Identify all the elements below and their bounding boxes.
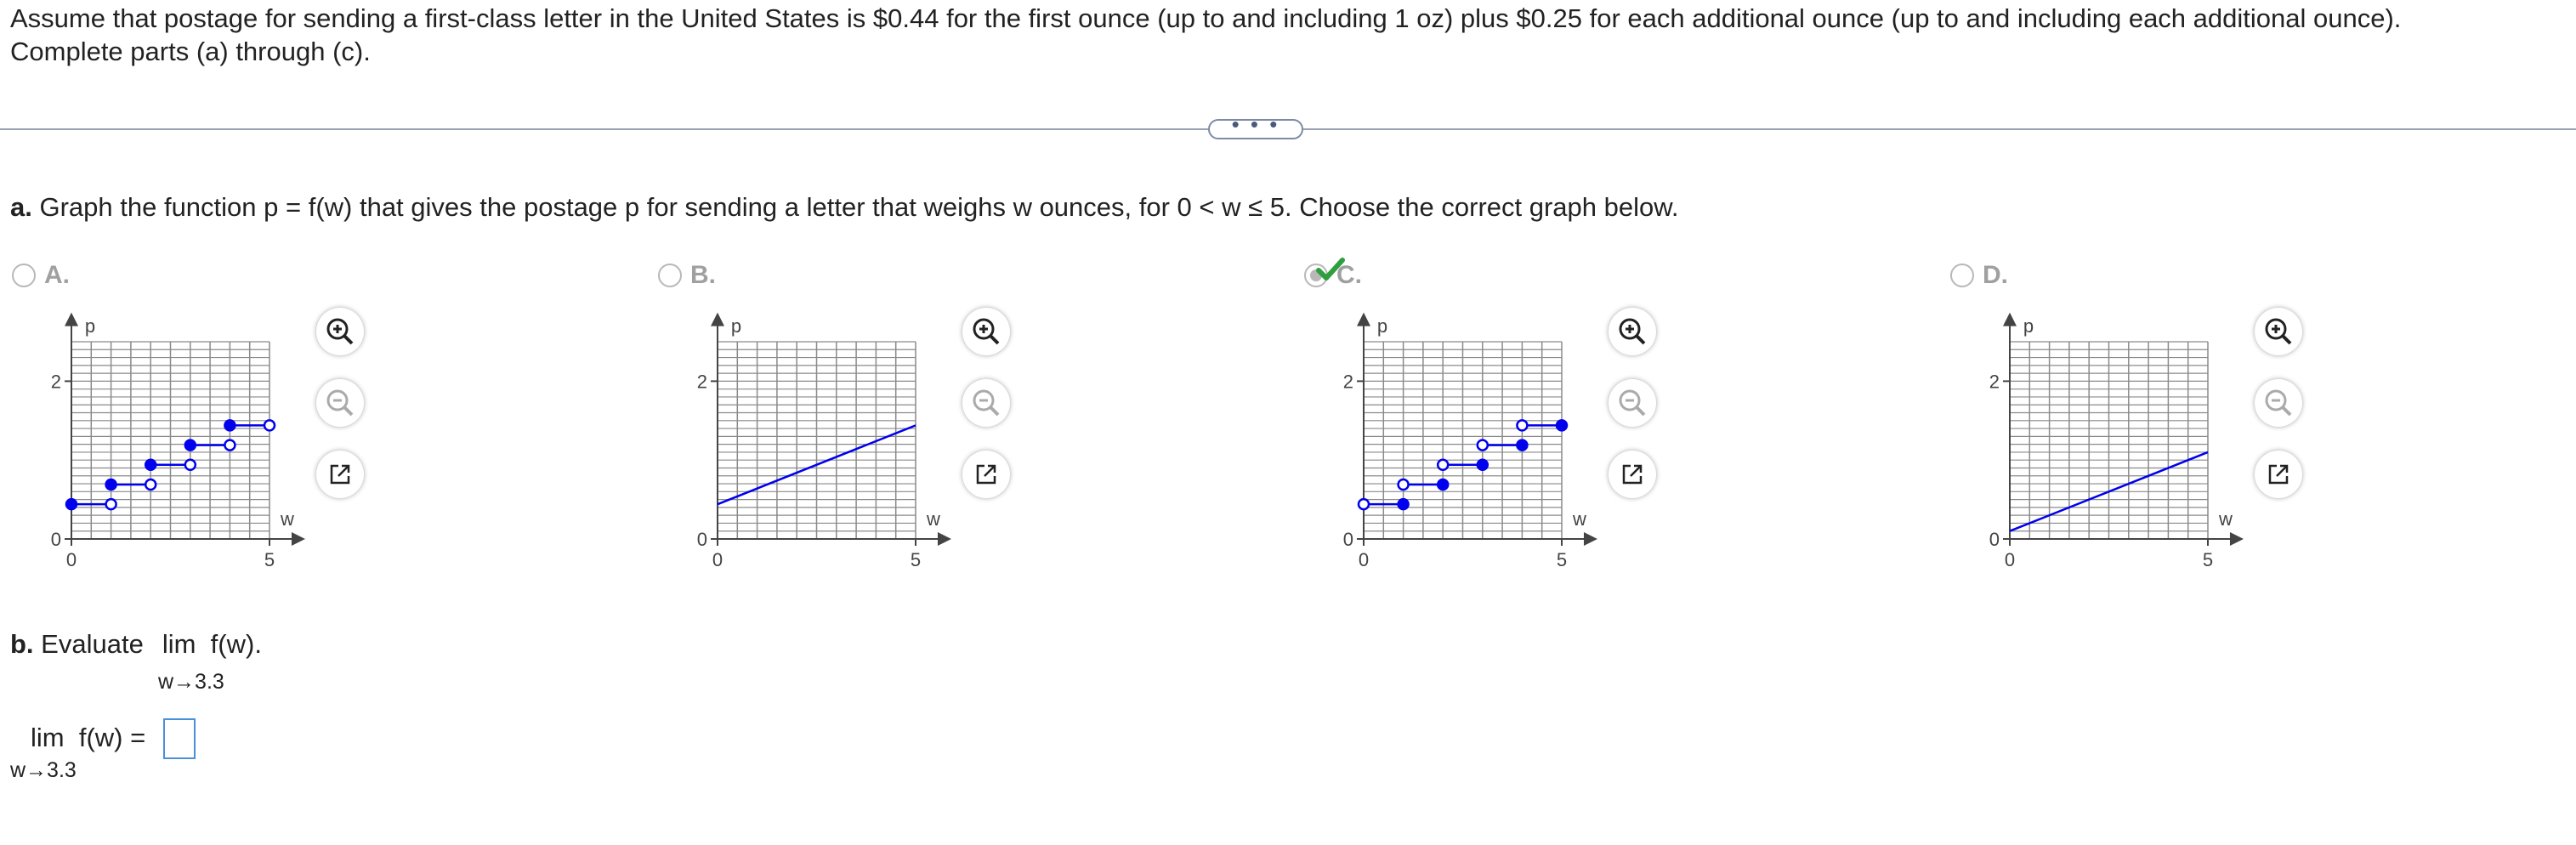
- y-axis-arrow: [2003, 313, 2017, 326]
- zoom-in-icon[interactable]: [316, 308, 364, 355]
- zoom-in-icon[interactable]: [962, 308, 1010, 355]
- y-axis-label: p: [1376, 315, 1388, 337]
- y-tick-label: 2: [50, 371, 61, 393]
- closed-point: [66, 499, 77, 509]
- popout-icon[interactable]: [962, 451, 1010, 498]
- answer-limit-subscript: w→3.3: [10, 758, 77, 782]
- option-a-label: A.: [44, 261, 70, 289]
- closed-point: [145, 460, 156, 470]
- closed-point: [1438, 479, 1448, 490]
- x-tick-label: 0: [2004, 549, 2016, 570]
- answer-limit-function: f(w) =: [78, 723, 146, 752]
- x-axis-label: w: [281, 508, 294, 530]
- problem-line-2: Complete parts (a) through (c).: [10, 37, 371, 66]
- option-b[interactable]: [658, 257, 716, 294]
- closed-point: [1517, 440, 1527, 451]
- graph-option-a: [29, 299, 335, 580]
- y-axis-label: p: [84, 315, 96, 337]
- y-axis-arrow: [1357, 313, 1370, 326]
- open-point: [224, 440, 235, 451]
- closed-point: [1399, 499, 1409, 509]
- x-tick-label: 0: [712, 549, 723, 570]
- y-tick-label: 0: [1989, 529, 2000, 550]
- y-axis-label: p: [2023, 315, 2034, 337]
- x-axis-label: w: [2219, 508, 2233, 530]
- part-b-prompt: [10, 629, 262, 660]
- popout-icon[interactable]: [1609, 451, 1656, 498]
- limit-function: f(w).: [210, 629, 262, 659]
- x-axis-label: w: [927, 508, 940, 530]
- y-tick-label: 0: [50, 529, 61, 550]
- y-tick-label: 0: [1342, 529, 1353, 550]
- option-b-label: B.: [690, 261, 716, 289]
- limit-operator: lim: [162, 629, 196, 659]
- x-tick-label: 0: [65, 549, 77, 570]
- open-point: [1399, 479, 1409, 490]
- zoom-in-icon[interactable]: [1609, 308, 1656, 355]
- graph-option-c: [1321, 299, 1627, 580]
- option-a[interactable]: [12, 257, 70, 294]
- x-axis-arrow: [292, 532, 305, 546]
- x-axis-label: w: [1573, 508, 1586, 530]
- x-tick-label: 0: [1358, 549, 1370, 570]
- x-tick-label: 5: [2202, 549, 2214, 570]
- x-axis-arrow: [1584, 532, 1597, 546]
- part-a-label: a.: [10, 192, 32, 222]
- correct-check-icon: [1316, 257, 1345, 282]
- x-tick-label: 5: [1556, 549, 1568, 570]
- closed-point: [106, 479, 116, 490]
- problem-line-1: Assume that postage for sending a first-class letter in the United States is $0.44 for the first ounce (up to and including 1 oz) plus $0.25 for each additional ounce (up to and including each additional ounce).: [10, 3, 2402, 33]
- open-point: [1478, 440, 1488, 451]
- option-d[interactable]: [1950, 257, 2008, 294]
- y-tick-label: 2: [1989, 371, 2000, 393]
- closed-point: [224, 420, 235, 430]
- zoom-out-icon[interactable]: [1609, 379, 1656, 427]
- zoom-out-icon[interactable]: [962, 379, 1010, 427]
- option-b-radio[interactable]: [658, 264, 682, 287]
- y-axis-arrow: [65, 313, 78, 326]
- x-axis-arrow: [938, 532, 951, 546]
- x-tick-label: 5: [264, 549, 275, 570]
- option-c-label: C.: [1336, 261, 1362, 289]
- zoom-in-icon[interactable]: [2255, 308, 2302, 355]
- popout-icon[interactable]: [316, 451, 364, 498]
- y-axis-label: p: [730, 315, 742, 337]
- popout-icon[interactable]: [2255, 451, 2302, 498]
- open-point: [1438, 460, 1448, 470]
- closed-point: [1478, 460, 1488, 470]
- open-point: [185, 460, 196, 470]
- limit-subscript: w→3.3: [158, 670, 224, 694]
- graph-option-b: [675, 299, 981, 580]
- problem-statement: [10, 2, 2561, 68]
- limit-answer-input[interactable]: [163, 718, 196, 759]
- closed-point: [1557, 420, 1567, 430]
- y-axis-arrow: [711, 313, 724, 326]
- closed-point: [185, 440, 196, 451]
- open-point: [106, 499, 116, 509]
- y-tick-label: 0: [696, 529, 707, 550]
- graph-option-d: [1967, 299, 2273, 580]
- open-point: [1517, 420, 1527, 430]
- zoom-out-icon[interactable]: [2255, 379, 2302, 427]
- part-b-label: b.: [10, 629, 34, 659]
- open-point: [145, 479, 156, 490]
- part-a-prompt: [10, 192, 1679, 223]
- part-b-evaluate: Evaluate: [33, 629, 144, 659]
- open-point: [264, 420, 275, 430]
- x-axis-arrow: [2230, 532, 2244, 546]
- answer-expression: [31, 723, 145, 753]
- expand-more-button[interactable]: • • •: [1208, 119, 1303, 139]
- option-d-label: D.: [1983, 261, 2008, 289]
- answer-limit-operator: lim: [31, 723, 65, 752]
- option-a-radio[interactable]: [12, 264, 36, 287]
- option-d-radio[interactable]: [1950, 264, 1974, 287]
- y-tick-label: 2: [696, 371, 707, 393]
- open-point: [1359, 499, 1369, 509]
- zoom-out-icon[interactable]: [316, 379, 364, 427]
- part-a-text: Graph the function p = f(w) that gives the postage p for sending a letter that weighs w ounces, for 0 < w ≤ 5. Choose the correct graph below.: [31, 192, 1679, 222]
- y-tick-label: 2: [1342, 371, 1353, 393]
- x-tick-label: 5: [910, 549, 922, 570]
